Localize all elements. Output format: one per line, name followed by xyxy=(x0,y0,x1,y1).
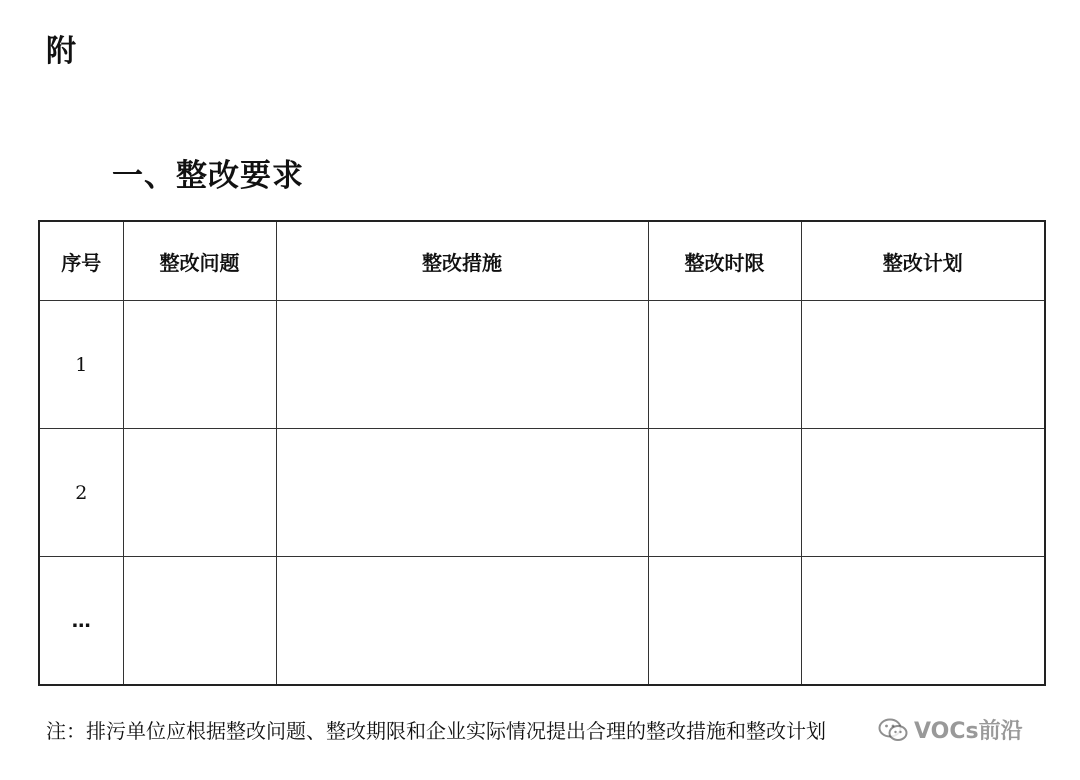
cell-measures[interactable] xyxy=(276,301,648,429)
cell-issue[interactable] xyxy=(123,301,276,429)
cell-deadline[interactable] xyxy=(648,301,801,429)
cell-issue[interactable] xyxy=(123,429,276,557)
header-plan: 整改计划 xyxy=(801,221,1045,301)
cell-measures[interactable] xyxy=(276,429,648,557)
row-seq: 1 xyxy=(39,301,123,429)
header-deadline: 整改时限 xyxy=(648,221,801,301)
cell-plan[interactable] xyxy=(801,301,1045,429)
annex-label: 附 xyxy=(46,34,76,69)
table-header-row xyxy=(39,221,1045,301)
wechat-icon xyxy=(878,717,908,743)
watermark xyxy=(872,712,1029,747)
footnote: 注：排污单位应根据整改问题、整改期限和企业实际情况提出合理的整改措施和整改计划 xyxy=(46,719,826,743)
watermark-text: VOCs前沿 xyxy=(914,719,1023,744)
header-seq: 序号 xyxy=(39,221,123,301)
rectification-table xyxy=(38,220,1046,686)
cell-issue[interactable] xyxy=(123,557,276,686)
cell-plan[interactable] xyxy=(801,557,1045,686)
row-seq: 2 xyxy=(39,429,123,557)
cell-deadline[interactable] xyxy=(648,429,801,557)
row-seq: … xyxy=(39,557,123,686)
header-issue: 整改问题 xyxy=(123,221,276,301)
table-row xyxy=(39,301,1045,429)
cell-measures[interactable] xyxy=(276,557,648,686)
section-title: 一、整改要求 xyxy=(112,158,304,194)
table-row xyxy=(39,557,1045,686)
header-measures: 整改措施 xyxy=(276,221,648,301)
cell-deadline[interactable] xyxy=(648,557,801,686)
cell-plan[interactable] xyxy=(801,429,1045,557)
table-row xyxy=(39,429,1045,557)
